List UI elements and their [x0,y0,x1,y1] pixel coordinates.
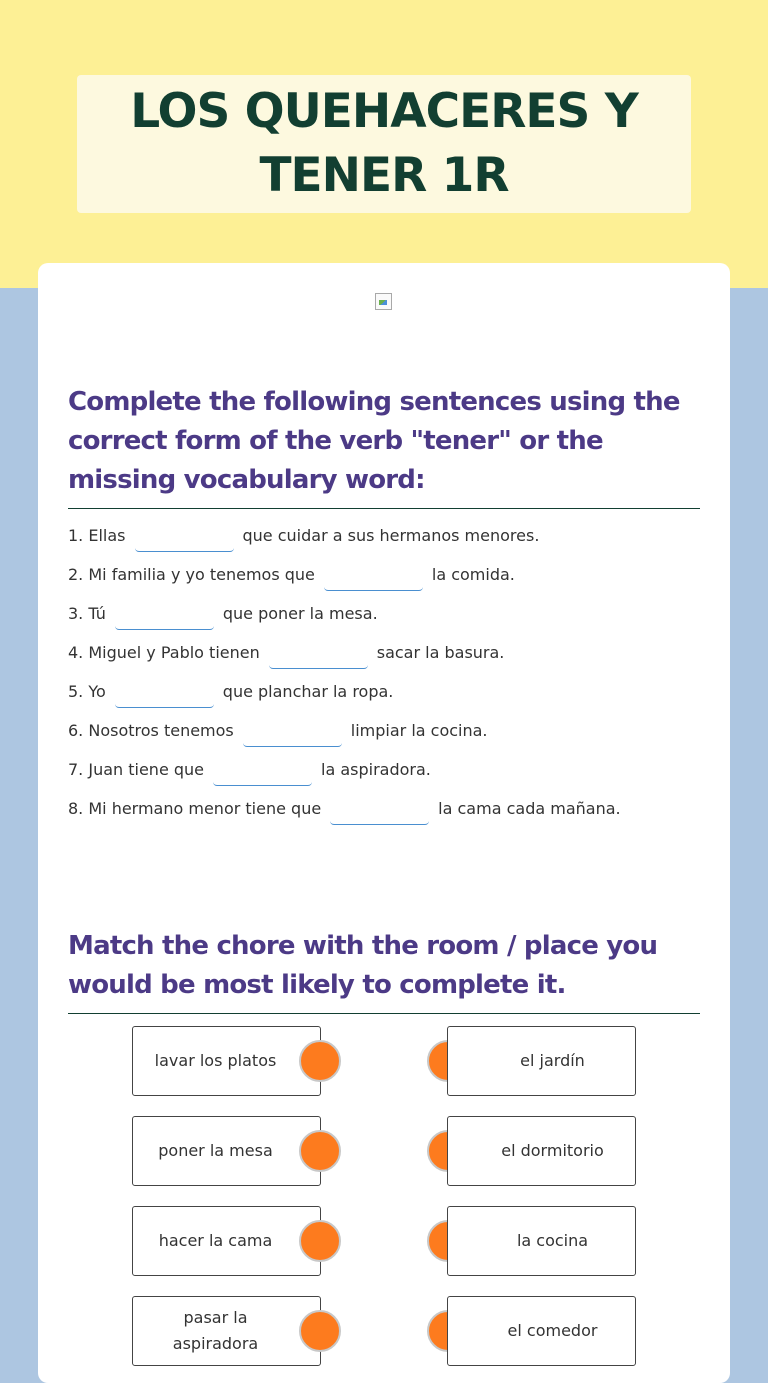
sentence-text-after: la aspiradora. [321,760,431,779]
answer-blank[interactable] [330,804,429,825]
answer-blank[interactable] [324,570,423,591]
sentence-list [68,516,700,828]
answer-blank[interactable] [269,648,368,669]
sentence-text-after: la comida. [431,565,515,584]
sentence-row [68,750,700,789]
sentence-row [68,672,700,711]
match-connector-left[interactable] [299,1310,341,1352]
sentence-row [68,555,700,594]
place-item[interactable]: el dormitorio [447,1116,636,1186]
sentence-text-after: que cuidar a sus hermanos menores. [242,526,540,545]
answer-blank[interactable] [213,765,312,786]
chore-item[interactable]: lavar los platos [132,1026,321,1096]
page-title: LOS QUEHACERES Y TENER 1R [130,84,638,203]
answer-blank[interactable] [243,726,342,747]
sentence-text-before: 7. Juan tiene que [68,760,205,779]
sentence-text-before: 8. Mi hermano menor tiene que [68,799,322,818]
match-connector-left[interactable] [299,1040,341,1082]
place-item[interactable]: el jardín [447,1026,636,1096]
sentence-text-before: 3. Tú [68,604,106,623]
place-item[interactable]: el comedor [447,1296,636,1366]
section-1-instruction: Complete the following sentences using the correct form of the verb "tener" or the missing vocabulary word: [68,383,700,509]
match-connector-left[interactable] [299,1130,341,1172]
sentence-text-before: 6. Nosotros tenemos [68,721,234,740]
sentence-row [68,594,700,633]
chore-item[interactable]: hacer la cama [132,1206,321,1276]
answer-blank[interactable] [115,687,214,708]
chore-item[interactable]: poner la mesa [132,1116,321,1186]
title-box [77,75,691,213]
sentence-text-before: 1. Ellas [68,526,126,545]
answer-blank[interactable] [115,609,214,630]
section-2-instruction: Match the chore with the room / place you would be most likely to complete it. [68,927,700,1014]
sentence-text-after: que poner la mesa. [222,604,378,623]
broken-image-icon [375,293,392,310]
worksheet-card [38,263,730,1383]
sentence-text-before: 4. Miguel y Pablo tienen [68,643,260,662]
sentence-row [68,789,700,828]
sentence-row [68,711,700,750]
sentence-row [68,633,700,672]
place-item[interactable]: la cocina [447,1206,636,1276]
sentence-text-after: limpiar la cocina. [350,721,488,740]
sentence-text-after: la cama cada mañana. [438,799,621,818]
match-connector-left[interactable] [299,1220,341,1262]
sentence-text-after: que planchar la ropa. [222,682,394,701]
answer-blank[interactable] [135,531,234,552]
sentence-row [68,516,700,555]
sentence-text-before: 5. Yo [68,682,106,701]
sentence-text-after: sacar la basura. [376,643,505,662]
sentence-text-before: 2. Mi familia y yo tenemos que [68,565,315,584]
chore-item[interactable]: pasar la aspiradora [132,1296,321,1366]
